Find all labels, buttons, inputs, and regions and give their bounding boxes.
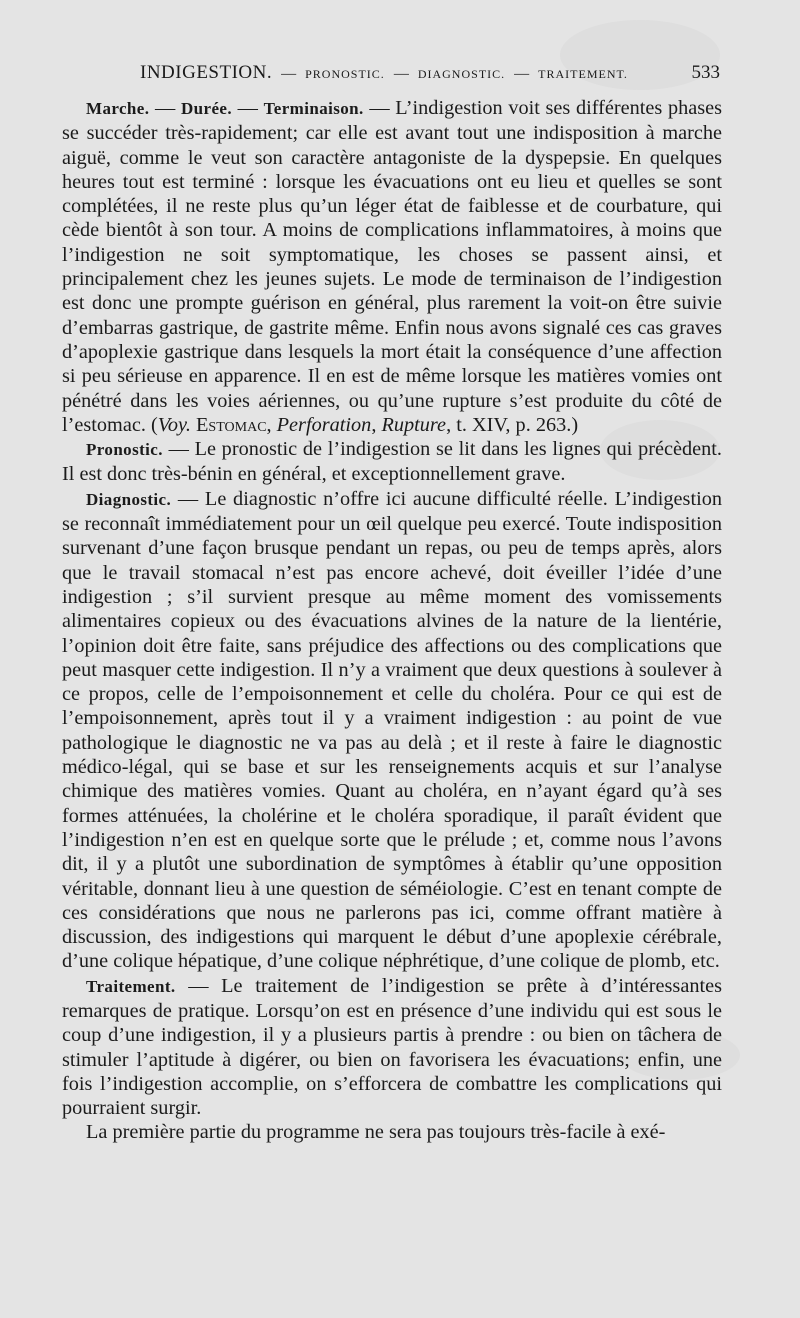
paragraph-text: — Le pronostic de l’indigestion se lit dans les lignes qui précèdent. Il est donc très-bénin en général, et exceptionnellement grave. <box>62 438 722 486</box>
paragraph-pronostic <box>62 437 722 487</box>
heading-traitement: Traitement. <box>86 976 176 996</box>
paragraph-text: — L’indigestion voit ses différentes phases se succéder très-rapidement; car elle est avant tout une indisposition à marche aiguë, comme le veut son caractère antagoniste de la dyspepsie. En quelques heures tout est terminé : lorsque les évacuations ont eu lieu et quelles se sont complétées, il ne reste plus qu’un léger état de faiblesse et de courbature, qui cède bientôt à son tour. A moins de complications inflammatoires, à moins que l’indigestion ne soit symptomatique, les choses se passent ainsi, et principalement chez les jeunes sujets. Le mode de terminaison de l’indigestion est donc une prompte guérison en général, plus rarement la voit-on être suivie d’embarras gastrique, de gastrite même. Enfin nous avons signalé ces cas graves d’apoplexie gastrique dans lesquels la mort était la conséquence d’une affection si peu sérieuse en apparence. Il en est de même lorsque les matières vomies ont pénétré dans les voies aériennes, ou qu’une rupture s’est produite du côté de l’estomac. ( <box>62 97 723 436</box>
paragraph-final <box>62 1120 722 1144</box>
reference-volume: , t. XIV, p. 263.) <box>446 413 579 436</box>
paragraph-text: — Le traitement de l’indigestion se prête à d’intéressantes remarques de pratique. Lorsqu’on est en présence d’une individu qui est sous le coup d’une indigestion, il y a plusieurs partis à prendre : ou bien on tâchera de stimuler l’aptitude à digérer, ou bien on favorisera les évacuations; enfin, une fois l’indigestion accomplie, on s’efforcera de combattre les complications qui pourraient surgir. <box>62 974 722 1120</box>
paragraph-traitement <box>62 974 722 1121</box>
body-text <box>62 96 722 1145</box>
header-separator: — <box>393 66 409 82</box>
header-separator: — <box>281 66 297 82</box>
header-title: INDIGESTION. <box>140 62 273 83</box>
reference-comma: , <box>371 413 382 436</box>
reference-perforation: Perforation <box>276 413 372 436</box>
heading-pronostic: Pronostic. <box>86 440 163 460</box>
dash-separator: — <box>232 97 264 119</box>
paragraph-marche <box>62 96 722 437</box>
heading-duree: Durée. <box>180 99 233 118</box>
running-header <box>140 62 720 86</box>
reference-voy: Voy. <box>157 413 191 436</box>
paragraph-text: La première partie du programme ne sera pas toujours très-facile à exé- <box>86 1121 666 1144</box>
header-separator: — <box>514 66 530 82</box>
reference-comma: , <box>266 413 277 436</box>
paragraph-text: — Le diagnostic n’offre ici aucune difficulté réelle. L’indigestion se reconnaît immédiatement pour un œil quelque peu exercé. Toute indisposition survenant d’une façon brusque pendant un repas, ou peu de temps après, alors que le travail stomacal n’est pas encore achevé, doit éveiller l’idée d’une indigestion ; s’il survient presque au même moment des vomissements alimentaires copieux ou des évacuations alvines de la nature de la lientérie, l’opinion doit être faite, sans préjudice des affections ou des complications que peut masquer cette indigestion. Il n’y a vraiment que deux questions à soulever à ce propos, celle de l’empoisonnement et celle du choléra. Pour ce qui est de l’empoisonnement, après tout il y a vraiment indigestion : au point de vue pathologique le diagnostic ne va pas au delà ; et il reste à faire le diagnostic médico-légal, qui se base et sur les renseignements acquis et sur l’analyse chimique des matières vomies. Quant au choléra, en n’ayant égard qu’à ses formes atténuées, la cholérine et le choléra sporadique, il paraît évident que l’indigestion n’en est en quelque sorte que le prélude ; et, comme nous l’avons dit, il y a plutôt une subordination de symptômes à établir qu’une opposition véritable, donnant lieu à une question de séméiologie. C’est en tenant compte de ces considérations que nous ne parlerons pas ici, comme offrant matière à discussion, des indigestions qui marquent le début d’une apoplexie cérébrale, d’une colique hépatique, d’une colique néphrétique, d’une colique de plomb, etc. <box>62 487 722 973</box>
heading-diagnostic: Diagnostic. <box>86 489 172 509</box>
heading-terminaison: Terminaison. <box>263 99 364 118</box>
heading-marche: Marche. <box>86 99 150 118</box>
header-subtitle-traitement: TRAITEMENT. <box>538 67 628 81</box>
reference-rupture: Rupture <box>381 413 447 436</box>
page-number: 533 <box>691 62 720 83</box>
header-subtitle-pronostic: PRONOSTIC. <box>305 67 385 81</box>
paragraph-diagnostic <box>62 487 722 974</box>
header-subtitle-diagnostic: DIAGNOSTIC. <box>417 67 506 81</box>
dash-separator: — <box>149 97 181 119</box>
reference-estomac: Estomac <box>196 413 267 436</box>
